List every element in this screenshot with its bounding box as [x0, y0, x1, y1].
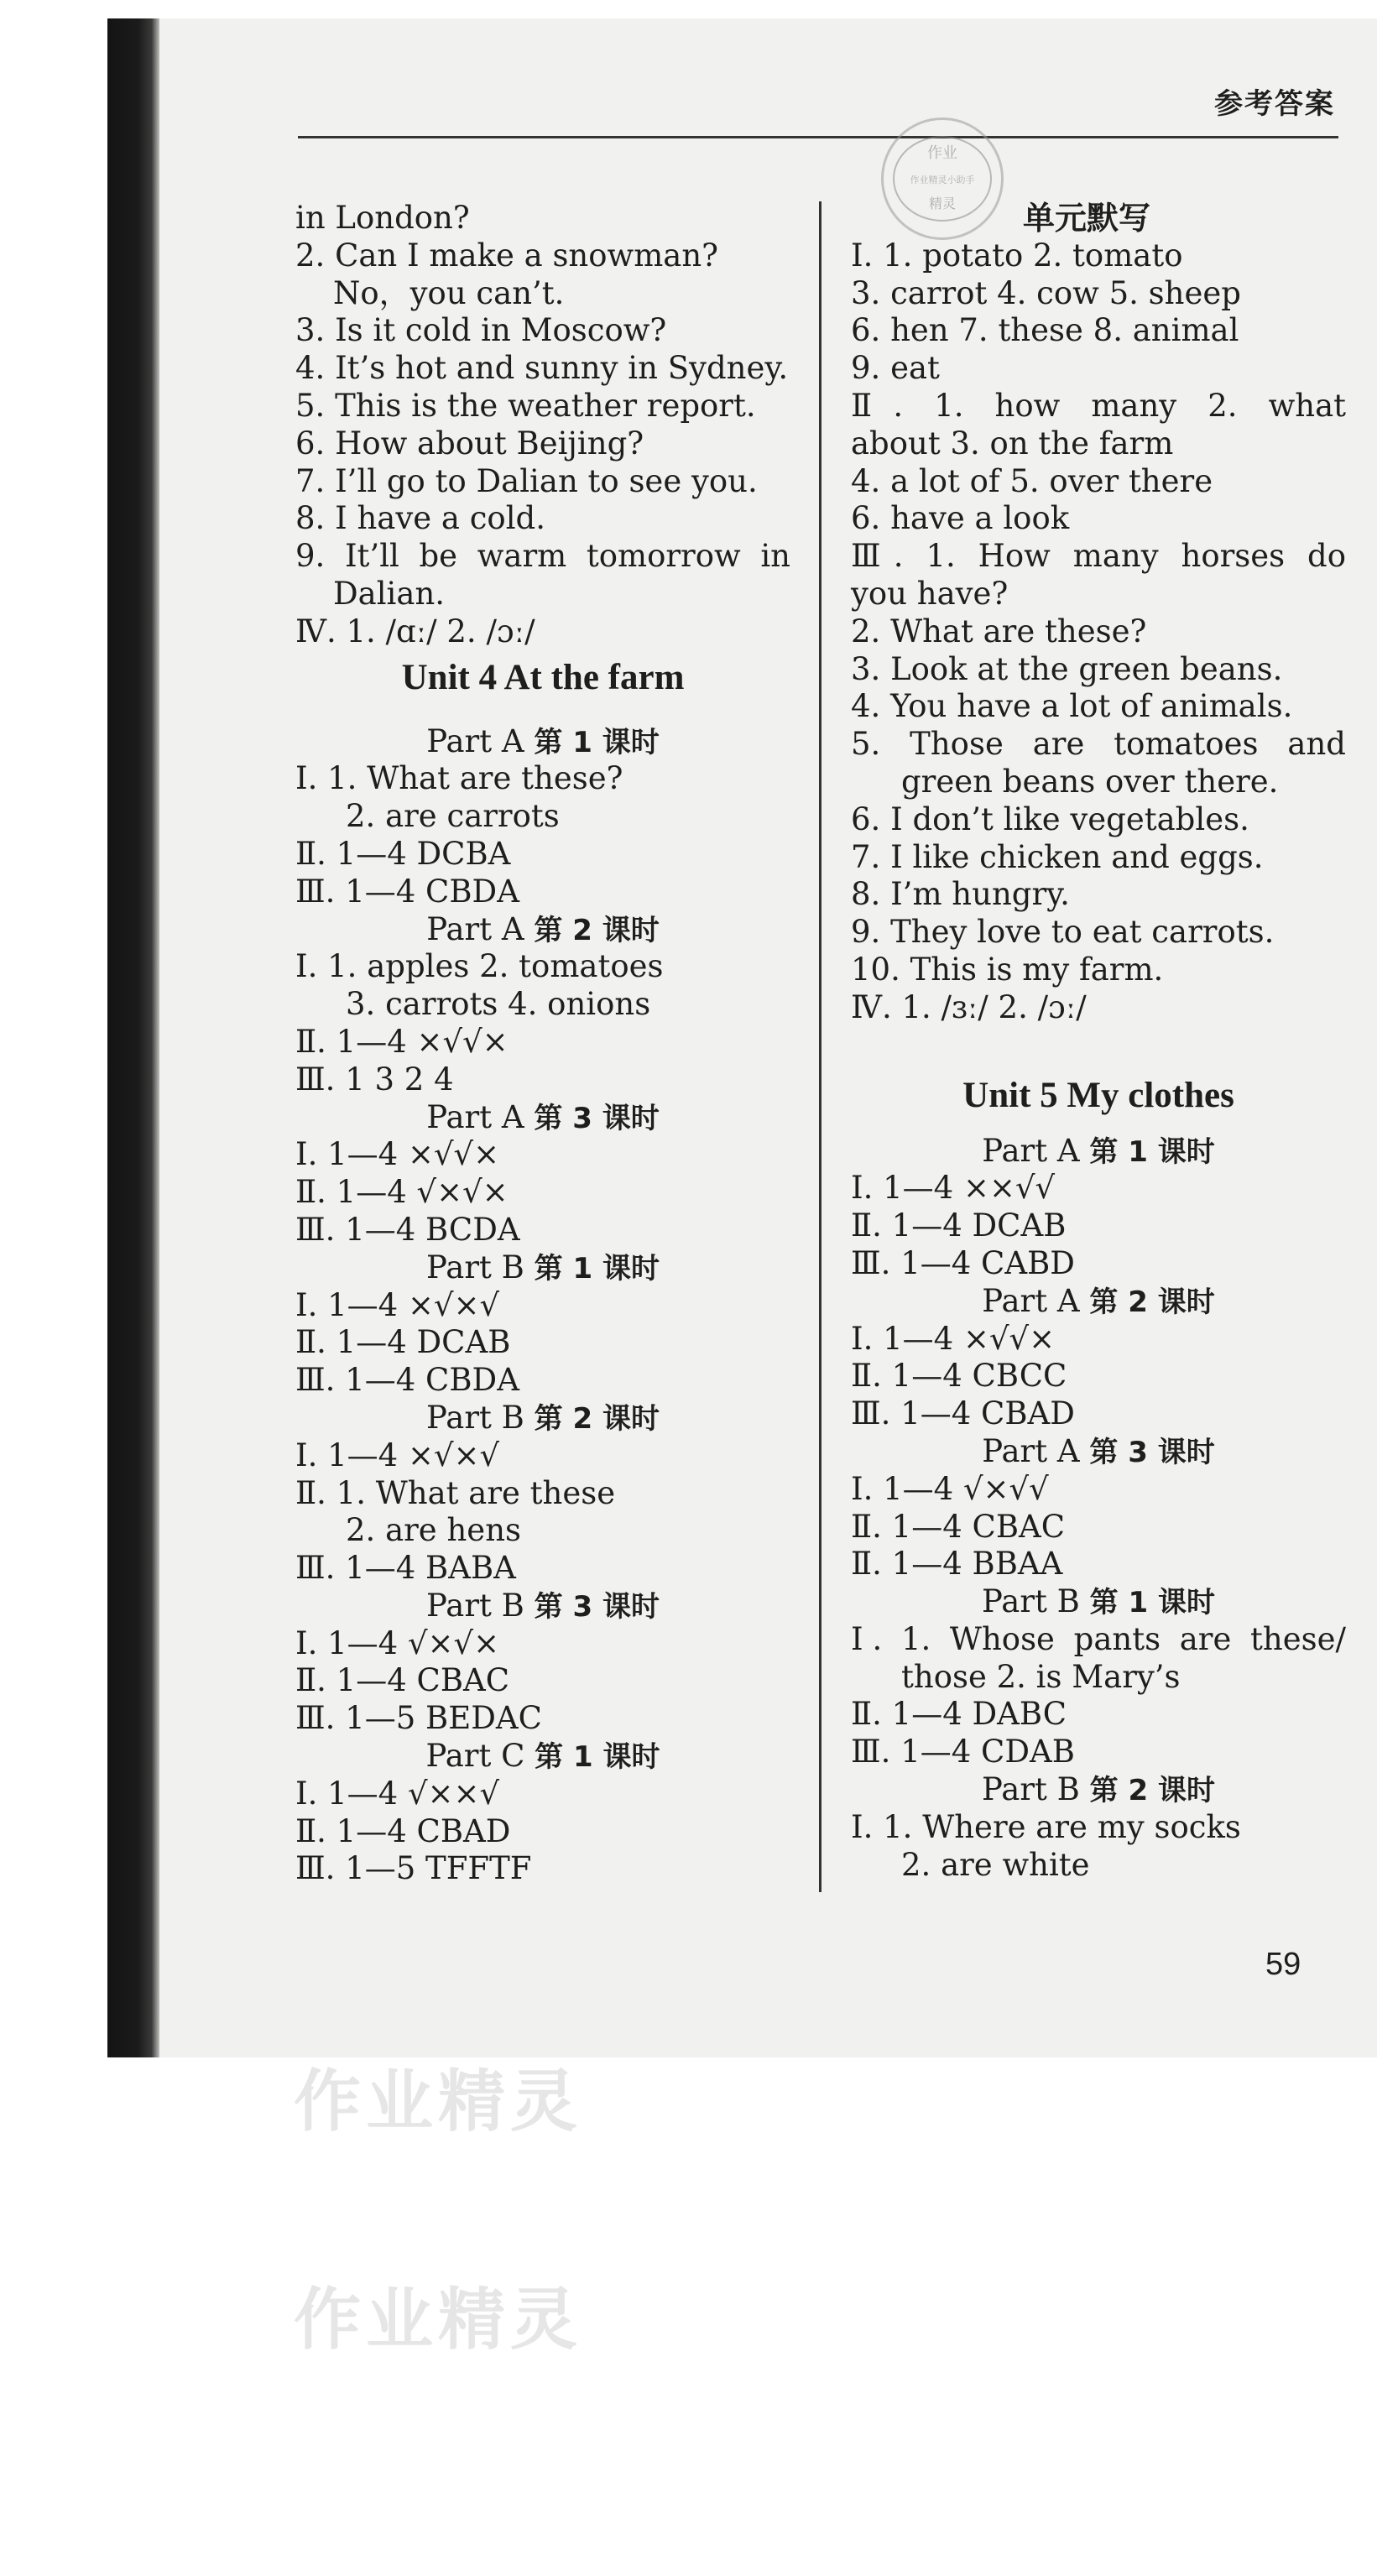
answer-line: 6. How about Beijing? — [295, 425, 644, 461]
answer-line: 5. Those are tomatoes and — [851, 726, 1346, 763]
answer-line: about 3. on the farm — [851, 425, 1174, 461]
lesson-part: Part B — [426, 1249, 524, 1285]
answer-line: Ⅱ. 1—4 CBCC — [851, 1358, 1067, 1395]
lesson-period: 第 1 课时 — [535, 1740, 660, 1775]
answer-line: 9. They love to eat carrots. — [851, 914, 1275, 951]
lesson-period: 第 3 课时 — [1089, 1435, 1215, 1469]
answer-line: Ⅱ. 1—4 DCAB — [295, 1324, 511, 1361]
answer-line: Ⅱ. 1—4 DCBA — [295, 835, 511, 872]
answer-line: 3. carrot 4. cow 5. sheep — [851, 274, 1241, 311]
answer-line: Ⅰ. 1. potato 2. tomato — [851, 237, 1183, 274]
section-heading: 单元默写 — [1023, 200, 1151, 237]
header-rule — [298, 136, 1338, 138]
unit-4-heading: Unit 4 At the farm — [401, 657, 685, 697]
lesson-part: Part A — [426, 910, 524, 947]
lesson-heading — [295, 911, 790, 949]
lesson-period: 第 2 课时 — [534, 1401, 660, 1436]
lesson-heading — [295, 1249, 790, 1287]
answer-line: Ⅲ. 1. How many horses do — [851, 538, 1346, 575]
answer-line: 9. eat — [851, 350, 940, 387]
answer-line: 2. are carrots — [346, 798, 560, 835]
lesson-period: 第 2 课时 — [1089, 1774, 1215, 1808]
answer-line: Ⅱ. 1—4 √×√× — [295, 1174, 509, 1211]
answer-line: Ⅲ. 1—4 BCDA — [295, 1211, 520, 1248]
answer-line: Ⅱ. 1—4 BBAA — [851, 1546, 1063, 1583]
left-column — [295, 200, 790, 1888]
answer-line: Ⅰ. 1—4 √×√× — [295, 1624, 500, 1661]
lesson-part: Part B — [426, 1587, 524, 1624]
answer-line: Ⅰ. 1. Where are my socks — [851, 1808, 1241, 1845]
answer-line: 4. You have a lot of animals. — [851, 688, 1293, 725]
lesson-part: Part A — [426, 722, 524, 759]
answer-line: Ⅰ. 1—4 ××√√ — [851, 1170, 1056, 1207]
answer-line: 2. What are these? — [851, 613, 1147, 649]
answer-line: in London? — [295, 200, 470, 236]
answer-line: Ⅱ. 1—4 CBAD — [295, 1812, 511, 1849]
lesson-period: 第 1 课时 — [534, 725, 660, 759]
header-title: 参考答案 — [1214, 87, 1335, 121]
answer-line: 3. carrots 4. onions — [346, 986, 651, 1023]
answer-line: those 2. is Mary’s — [901, 1658, 1181, 1695]
page-number: 59 — [1265, 1947, 1301, 1982]
answer-line: Ⅱ. 1—4 ×√√× — [295, 1023, 509, 1060]
answer-line: 8. I’m hungry. — [851, 876, 1070, 913]
answer-line: Ⅰ. 1. Whose pants are these/ — [851, 1620, 1346, 1657]
stamp-line-3: 精灵 — [928, 196, 957, 211]
lesson-heading — [851, 1433, 1346, 1471]
answer-line: 5. This is the weather report. — [295, 387, 756, 424]
answer-line: 2. are white — [901, 1846, 1090, 1883]
answer-line: Ⅰ. 1—4 ×√√× — [851, 1320, 1056, 1357]
scan-shadow-edge — [107, 18, 159, 2057]
answer-line: Ⅰ. 1—4 ×√×√ — [295, 1437, 500, 1473]
answer-line: Ⅰ. 1. What are these? — [295, 760, 623, 797]
lesson-period: 第 2 课时 — [1089, 1285, 1215, 1319]
lesson-period: 第 1 课时 — [1089, 1586, 1215, 1620]
lesson-heading — [295, 1588, 790, 1625]
lesson-part: Part A — [426, 1098, 524, 1135]
lesson-heading — [295, 1738, 790, 1776]
watermark-text: 作业精灵 — [294, 2062, 582, 2141]
lesson-heading — [295, 1400, 790, 1437]
answer-line: 6. hen 7. these 8. animal — [851, 312, 1239, 349]
answer-line: Ⅳ. 1. /ɑː/ 2. /ɔː/ — [295, 613, 535, 649]
answer-line: Ⅳ. 1. /ɜː/ 2. /ɔː/ — [851, 988, 1087, 1025]
answer-line: Ⅰ. 1—4 ×√×√ — [295, 1286, 500, 1323]
answer-line: Ⅲ. 1—4 CDAB — [851, 1734, 1075, 1770]
answer-line: Ⅱ. 1—4 CBAC — [851, 1508, 1066, 1545]
answer-line: 3. Is it cold in Moscow? — [295, 312, 667, 349]
answer-line: Ⅱ. 1. What are these — [295, 1474, 616, 1511]
lesson-heading — [851, 1583, 1346, 1621]
lesson-period: 第 1 课时 — [1089, 1134, 1215, 1169]
answer-line: Dalian. — [333, 575, 446, 612]
answer-line: 4. It’s hot and sunny in Sydney. — [295, 350, 789, 387]
answer-line: 7. I like chicken and eggs. — [851, 838, 1264, 875]
lesson-period: 第 3 课时 — [534, 1589, 660, 1624]
right-column — [851, 200, 1346, 1884]
answer-line: Ⅲ. 1 3 2 4 — [295, 1061, 454, 1098]
lesson-part: Part B — [982, 1583, 1080, 1620]
lesson-part: Part B — [426, 1399, 524, 1436]
answer-line: you have? — [851, 575, 1009, 612]
answer-line: Ⅱ. 1—4 DCAB — [851, 1207, 1067, 1244]
lesson-heading — [295, 1099, 790, 1137]
lesson-heading — [851, 1771, 1346, 1809]
answer-line: 6. have a look — [851, 500, 1070, 537]
watermark-text: 作业精灵 — [294, 2281, 582, 2359]
answer-line: Ⅲ. 1—4 CBDA — [295, 1362, 519, 1399]
answer-line: Ⅲ. 1—4 CBDA — [295, 873, 519, 910]
lesson-part: Part A — [982, 1282, 1080, 1319]
answer-line: Ⅲ. 1—4 CBAD — [851, 1395, 1075, 1432]
answer-line: 3. Look at the green beans. — [851, 650, 1283, 687]
answer-line: Ⅰ. 1—4 √××√ — [295, 1775, 500, 1812]
answer-line: Ⅱ. 1. how many 2. what — [851, 387, 1346, 424]
answer-line: 2. are hens — [346, 1512, 522, 1549]
answer-line: 4. a lot of 5. over there — [851, 462, 1213, 499]
lesson-part: Part B — [982, 1771, 1080, 1808]
answer-line: 6. I don’t like vegetables. — [851, 800, 1249, 837]
answer-line: Ⅲ. 1—5 BEDAC — [295, 1700, 542, 1737]
answer-line: No，you can’t. — [333, 274, 565, 311]
lesson-part: Part C — [425, 1738, 525, 1775]
answer-line: 7. I’ll go to Dalian to see you. — [295, 462, 758, 499]
lesson-period: 第 1 课时 — [534, 1251, 660, 1285]
answer-line: Ⅲ. 1—4 CABD — [851, 1244, 1075, 1281]
unit-5-heading: Unit 5 My clothes — [962, 1075, 1234, 1115]
lesson-heading — [295, 723, 790, 761]
answer-line: 2. Can I make a snowman? — [295, 237, 719, 274]
lesson-heading — [851, 1283, 1346, 1321]
lesson-heading — [851, 1133, 1346, 1171]
column-divider — [819, 201, 822, 1892]
lesson-part: Part A — [982, 1132, 1080, 1169]
answer-line: 9. It’ll be warm tomorrow in — [295, 538, 790, 575]
answer-line: Ⅰ. 1. apples 2. tomatoes — [295, 948, 664, 985]
lesson-part: Part A — [982, 1432, 1080, 1469]
stamp-line-2: 作业精灵小助手 — [910, 175, 975, 185]
lesson-period: 第 3 课时 — [534, 1101, 660, 1135]
answer-line: Ⅰ. 1—4 √×√√ — [851, 1470, 1049, 1507]
answer-line: Ⅰ. 1—4 ×√√× — [295, 1136, 500, 1173]
answer-line: Ⅱ. 1—4 DABC — [851, 1696, 1067, 1733]
answer-line: green beans over there. — [901, 763, 1279, 800]
answer-line: Ⅲ. 1—5 TFFTF — [295, 1850, 532, 1887]
answer-line: 8. I have a cold. — [295, 500, 545, 537]
answer-line: Ⅱ. 1—4 CBAC — [295, 1662, 510, 1699]
answer-line: Ⅲ. 1—4 BABA — [295, 1550, 516, 1587]
stamp-line-1: 作业 — [927, 144, 957, 162]
answer-line: 10. This is my farm. — [851, 951, 1164, 988]
lesson-period: 第 2 课时 — [534, 913, 660, 947]
